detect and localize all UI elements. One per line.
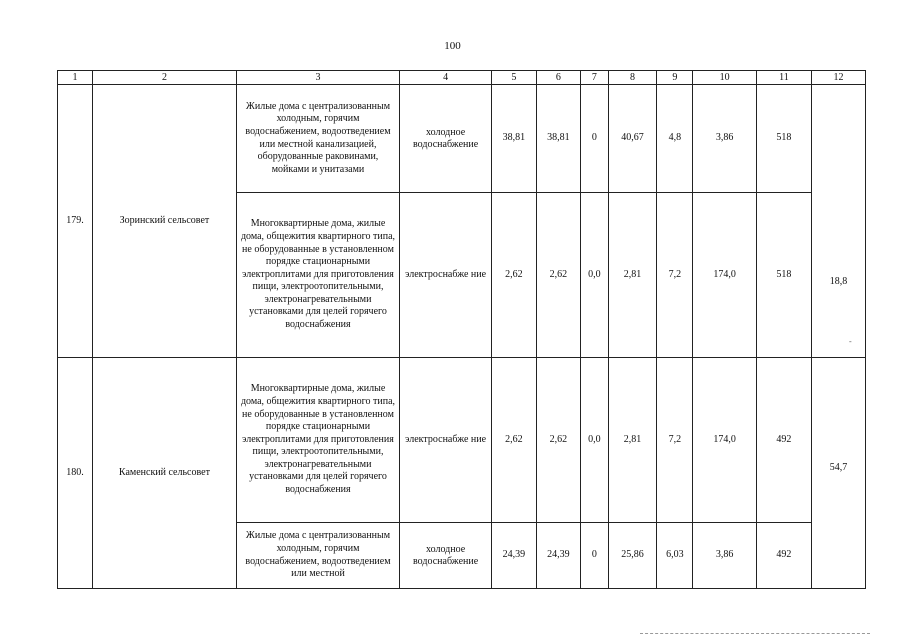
cell-col-9: 6,03 (657, 523, 693, 589)
header-row (58, 71, 866, 85)
cell-col-5: 2,62 (492, 193, 536, 358)
service-type: электроснабже ние (400, 358, 492, 523)
cell-col-6: 38,81 (536, 85, 580, 193)
header-col-1: 1 (58, 71, 93, 85)
group-total: 54,7 (811, 358, 865, 589)
cell-col-6: 2,62 (536, 358, 580, 523)
cell-col-8: 2,81 (608, 358, 657, 523)
housing-description: Многоквартирные дома, жилые дома, общежития квартирного типа, не оборудованные в установленном порядке стационарными электроплитами для приготовления пищи, электроотопительными, электронагревательными установками для целей горячего водоснабжения (236, 193, 399, 358)
cell-col-10: 174,0 (693, 358, 757, 523)
service-type: холодное водоснабжение (400, 523, 492, 589)
cell-col-7: 0,0 (581, 358, 609, 523)
service-type: электроснабже ние (400, 193, 492, 358)
row-number: 180. (58, 358, 93, 589)
table-row (58, 85, 866, 193)
cell-col-11: 492 (756, 523, 811, 589)
cell-col-9: 7,2 (657, 193, 693, 358)
cell-col-5: 38,81 (492, 85, 536, 193)
cell-col-9: 7,2 (657, 358, 693, 523)
table-row (58, 358, 866, 523)
cell-col-7: 0 (581, 85, 609, 193)
cell-col-8: 25,86 (608, 523, 657, 589)
cell-col-8: 2,81 (608, 193, 657, 358)
scan-speck: - (849, 337, 852, 346)
service-type: холодное водоснабжение (400, 85, 492, 193)
municipality-name: Зоринский сельсовет (92, 85, 236, 358)
cell-col-10: 3,86 (693, 85, 757, 193)
cell-col-8: 40,67 (608, 85, 657, 193)
cell-col-10: 3,86 (693, 523, 757, 589)
housing-description: Жилые дома с централизованным холодным, горячим водоснабжением, водоотведением или местной канализацией, оборудованные раковинами, мойками и унитазами (236, 85, 399, 193)
cell-col-5: 2,62 (492, 358, 536, 523)
tariff-table (57, 70, 866, 589)
header-col-5: 5 (492, 71, 536, 85)
cell-col-6: 24,39 (536, 523, 580, 589)
header-col-10: 10 (693, 71, 757, 85)
header-col-3: 3 (236, 71, 399, 85)
page-edge-line (640, 633, 870, 634)
header-col-6: 6 (536, 71, 580, 85)
housing-description: Жилые дома с централизованным холодным, горячим водоснабжением, водоотведением или местной (236, 523, 399, 589)
cell-col-7: 0,0 (581, 193, 609, 358)
cell-col-7: 0 (581, 523, 609, 589)
municipality-name: Каменский сельсовет (92, 358, 236, 589)
cell-col-11: 492 (756, 358, 811, 523)
row-number: 179. (58, 85, 93, 358)
cell-col-11: 518 (756, 85, 811, 193)
header-col-2: 2 (92, 71, 236, 85)
header-col-12: 12 (811, 71, 865, 85)
header-col-4: 4 (400, 71, 492, 85)
group-total: 18,8 (811, 85, 865, 358)
header-col-8: 8 (608, 71, 657, 85)
cell-col-5: 24,39 (492, 523, 536, 589)
header-col-11: 11 (756, 71, 811, 85)
cell-col-6: 2,62 (536, 193, 580, 358)
housing-description: Многоквартирные дома, жилые дома, общежития квартирного типа, не оборудованные в установленном порядке стационарными электроплитами для приготовления пищи, электроотопительными, электронагревательными установками для целей горячего водоснабжения (236, 358, 399, 523)
table-header (58, 71, 866, 85)
cell-col-10: 174,0 (693, 193, 757, 358)
header-col-9: 9 (657, 71, 693, 85)
header-col-7: 7 (581, 71, 609, 85)
page-number: 100 (444, 40, 461, 52)
cell-col-11: 518 (756, 193, 811, 358)
cell-col-9: 4,8 (657, 85, 693, 193)
